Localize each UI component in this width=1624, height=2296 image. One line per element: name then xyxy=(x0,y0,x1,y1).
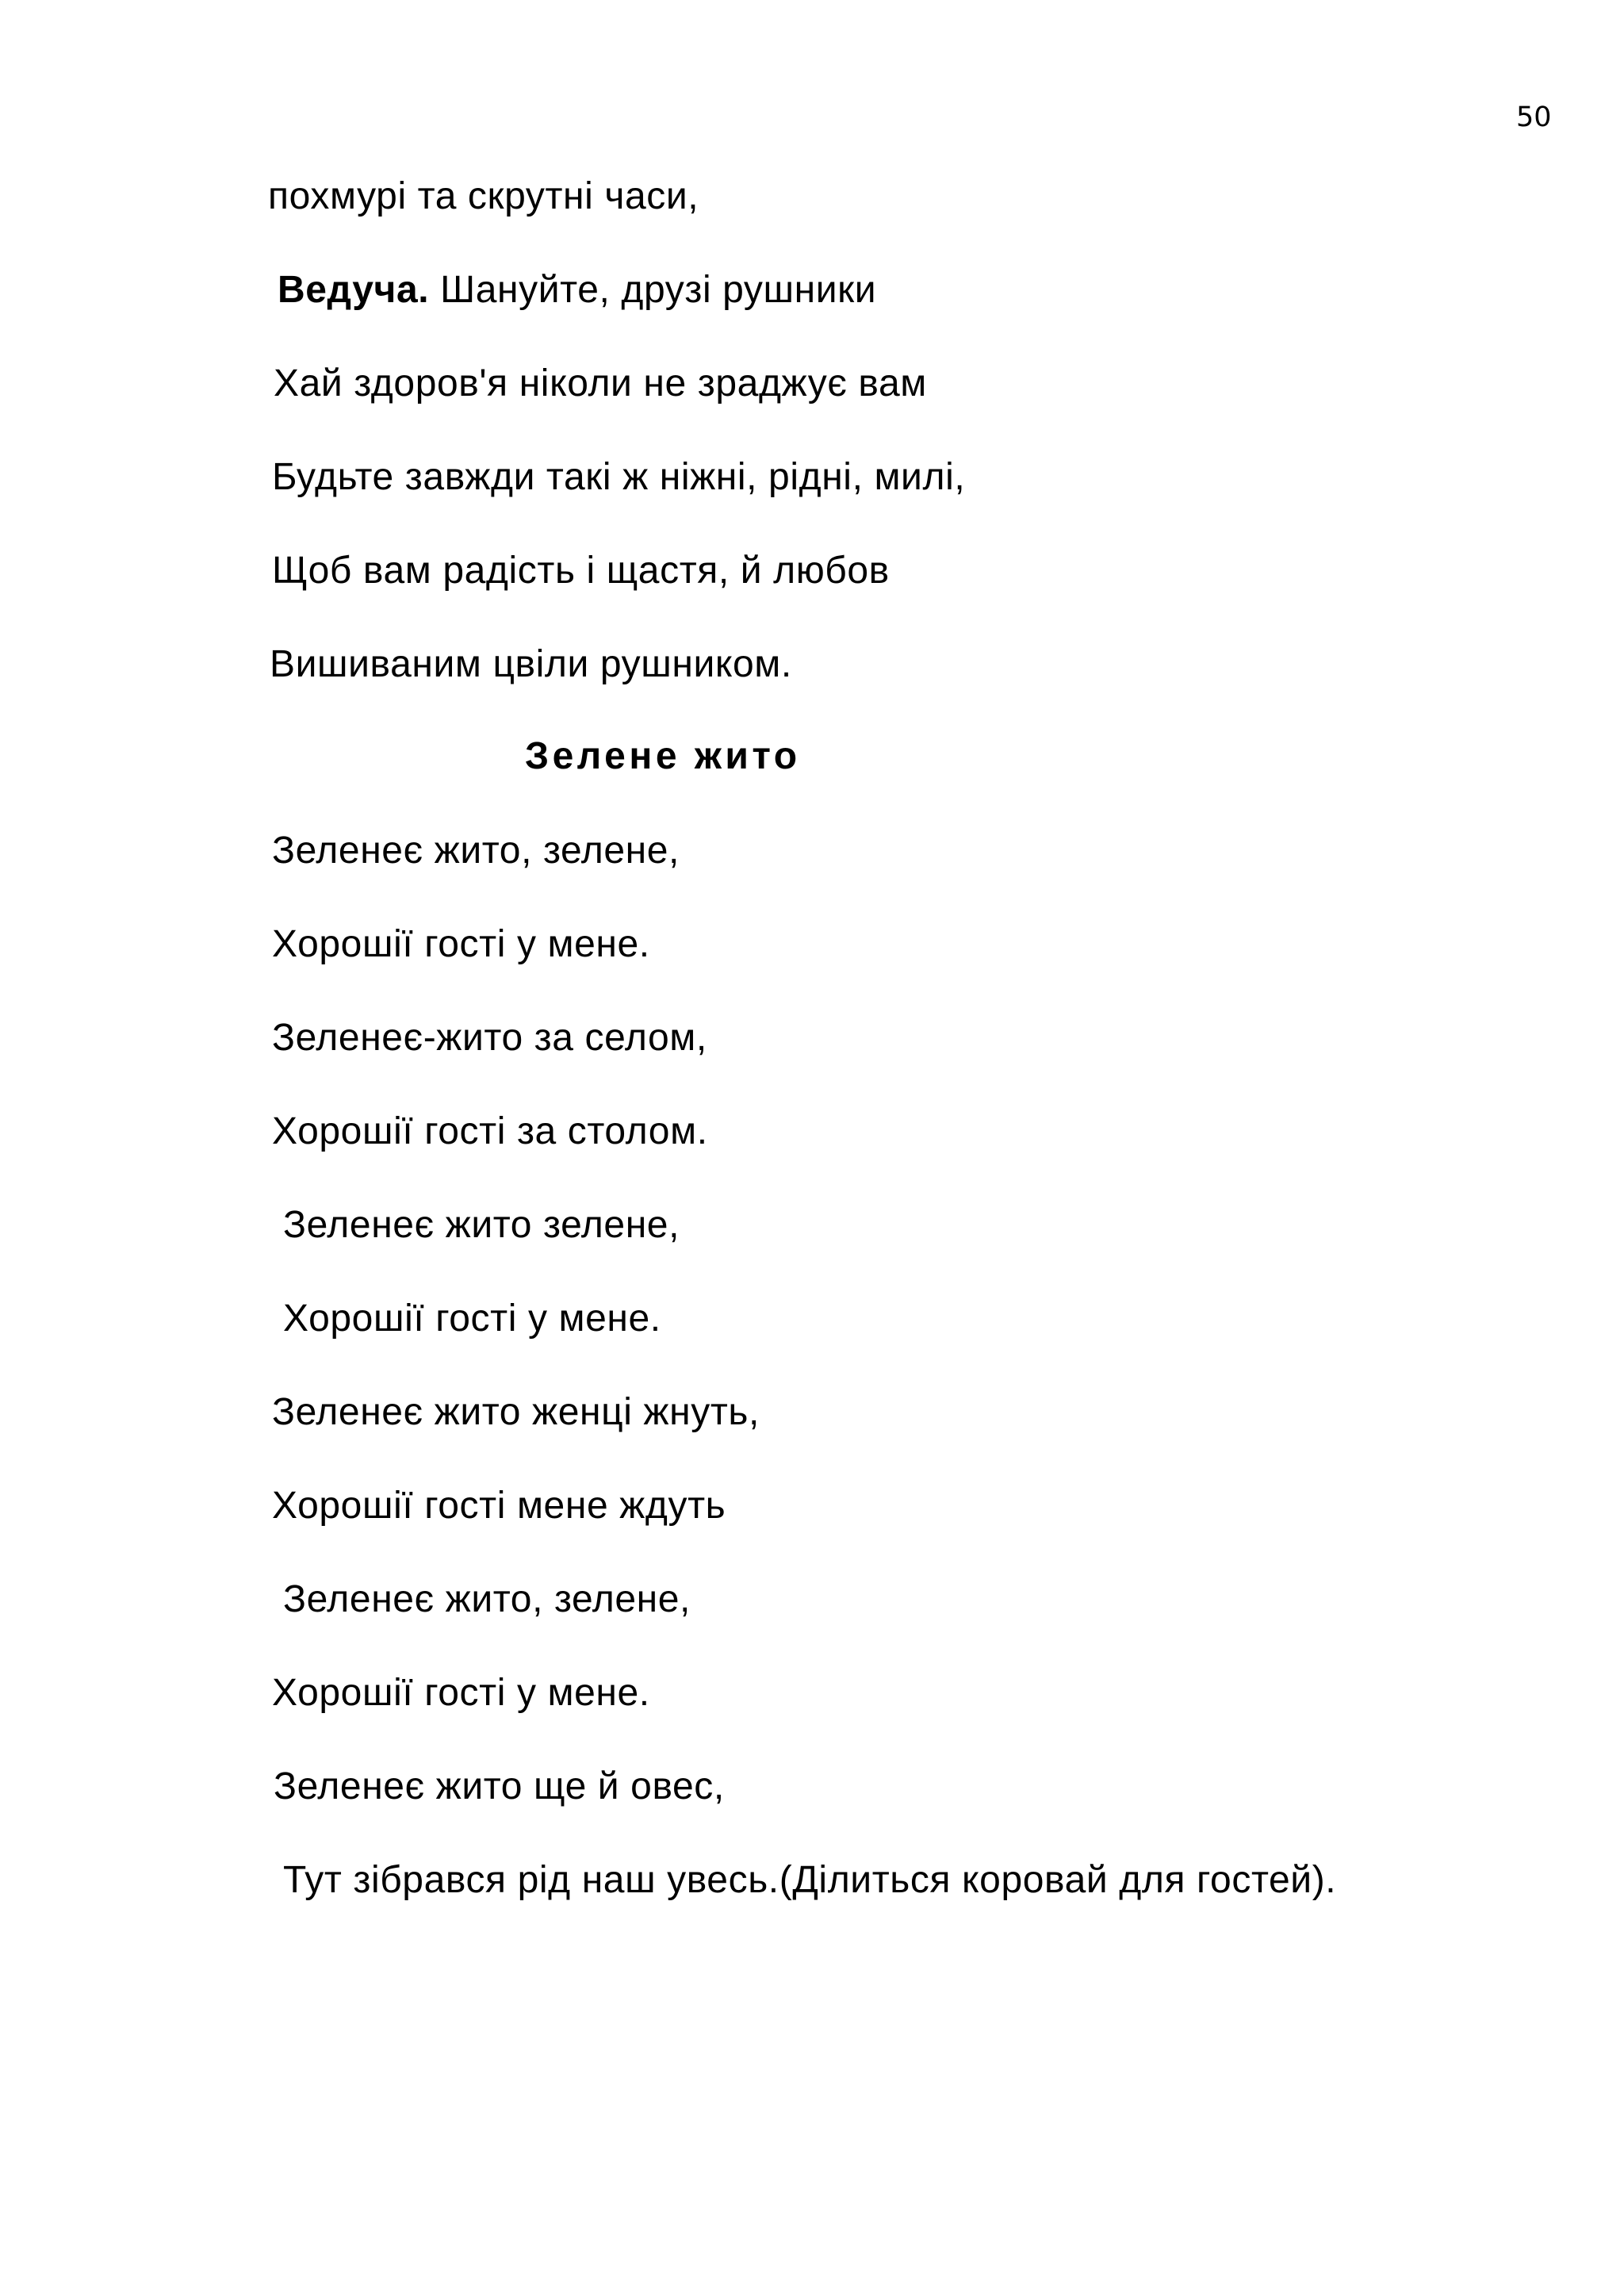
song-line: Хорошії гості у мене. xyxy=(283,1297,661,1340)
speaker-name: Ведуча. xyxy=(278,269,430,311)
song-line: Зеленеє жито зелене, xyxy=(283,1204,680,1246)
poem-line: похмурі та скрутні часи, xyxy=(268,175,699,217)
song-line: Хорошії гості у мене. xyxy=(272,923,650,965)
poem-line: Хай здоров'я ніколи не зраджує вам xyxy=(274,362,927,404)
speaker-text: Шануйте, друзі рушники xyxy=(440,269,877,311)
song-line: Хорошії гості мене ждуть xyxy=(272,1485,726,1527)
song-line: Тут зібрався рід наш увесь.(Ділиться коровай для гостей). xyxy=(283,1859,1337,1901)
page-number: 50 xyxy=(1516,102,1552,133)
song-line: Зеленеє-жито за селом, xyxy=(272,1017,707,1059)
poem-line: Щоб вам радість і щастя, й любов xyxy=(272,550,890,592)
song-line: Зеленеє жито, зелене, xyxy=(283,1578,691,1620)
song-line: Зеленеє жито, зелене, xyxy=(272,830,680,872)
speaker-line xyxy=(278,266,876,314)
song-title: Зелене жито xyxy=(525,735,801,777)
poem-line: Будьте завжди такі ж ніжні, рідні, милі, xyxy=(272,456,966,498)
song-line: Хорошії гості за столом. xyxy=(272,1110,708,1152)
song-line: Зеленеє жито женці жнуть, xyxy=(272,1391,760,1433)
poem-line: Вишиваним цвіли рушником. xyxy=(270,643,792,685)
song-line: Зеленеє жито ще й овес, xyxy=(274,1765,725,1807)
song-line: Хорошії гості у мене. xyxy=(272,1672,650,1714)
